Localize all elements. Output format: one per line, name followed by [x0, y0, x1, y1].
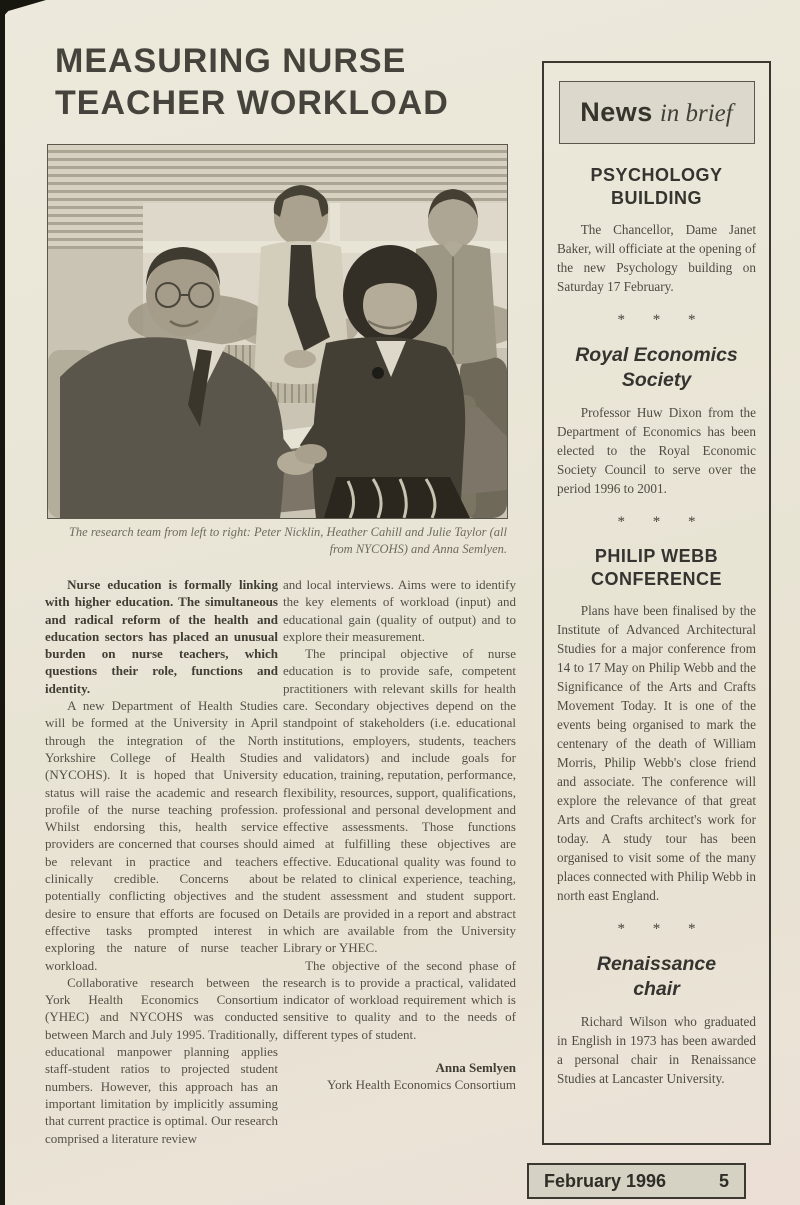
article-paragraph: The principal objective of nurse education is to provide safe, competent practitioners with relevant skills for health care. Secondary objectives depend on the standpoint of stakeholders (i.e. educational institutions, employers, students, teachers and validators) and include goals for education, training, reputation, performance, flexibility, resources, support, qualifications, professional and personal development and effective assessments. Those functions aimed at fulfilling these objectives are effective. Educational quality was found to be related to clinical experience, teaching, student assessment and student support. Details are provided in a report and abstract which are available from the University Library or YHEC. [283, 646, 516, 956]
section-separator-asterisks: * * * [617, 921, 708, 937]
page-footer [527, 1163, 746, 1199]
news-in-brief-sidebar [542, 61, 771, 1145]
scan-edge-shadow [0, 0, 5, 1205]
article-headline [55, 40, 525, 124]
research-team-photo [47, 144, 508, 519]
footer-issue-date: February 1996 [544, 1170, 667, 1191]
article-paragraph: A new Department of Health Studies will be formed at the University in April through the integration of the North Yorkshire College of Health Studies (NYCOHS). It is hoped that University status will raise the academic and research profile of the nurse teaching profession. Whilst endorsing this, health service providers are concerned that courses should be relevant in practice and teachers clinically credible. Concerns about potentially conflicting objectives and the desire to ensure that efforts are focused on effective tasks prompted interest in exploring the nature of nurse teacher workload. [45, 698, 278, 973]
news-masthead-bold: News [580, 97, 653, 127]
sidebar-section-body: The Chancellor, Dame Janet Baker, will officiate at the opening of the new Psychology building on Saturday 17 February. [557, 222, 756, 294]
sidebar-section-heading-royal-economics-society: Royal Economics Society [575, 344, 738, 391]
section-separator-asterisks: * * * [617, 514, 708, 530]
photo-caption: The research team from left to right: Peter Nicklin, Heather Cahill and Julie Taylor (all from NYCOHS) and Anna Semlyen. [68, 525, 507, 556]
scan-corner-shadow [0, 0, 46, 20]
footer-page-number: 5 [718, 1170, 729, 1191]
news-in-brief-masthead [559, 81, 755, 144]
sidebar-section-heading-psychology-building: PSYCHOLOGY BUILDING [590, 165, 723, 208]
news-masthead-italic: in brief [659, 100, 733, 127]
article-paragraph: The objective of the second phase of research is to provide a practical, validated indicator of workload requirement which is sensitive to quality and to the needs of different types of student. [283, 957, 516, 1042]
article-column-left [45, 576, 278, 1188]
article-column-middle [283, 576, 516, 1188]
byline-author: Anna Semlyen [435, 1060, 516, 1076]
sidebar-section-heading-philip-webb-conference: PHILIP WEBB CONFERENCE [590, 546, 722, 589]
sidebar-section-body: Plans have been finalised by the Institute of Advanced Architectural Studies for a major conference from 14 to 17 May on Philip Webb and the Significance of the Arts and Crafts Movement Today. It is one of the events being organised to mark the centenary of the death of William Morris, Philip Webb's close friend and associate. The conference will explore the relevance of that great Arts and Crafts architect's work for today. A study tour has been organised to visit some of the many places connected with Philip Webb in north east England. [557, 603, 756, 903]
photo-illustration [48, 145, 507, 518]
sidebar-section-heading-renaissance-chair: Renaissance chair [596, 953, 717, 1000]
section-separator-asterisks: * * * [617, 312, 708, 328]
sidebar-section-body: Richard Wilson who graduated in English in 1973 has been awarded a personal chair in Renaissance Studies at Lancaster University. [557, 1014, 756, 1086]
byline-organisation: York Health Economics Consortium [327, 1077, 516, 1093]
article-byline [283, 1059, 516, 1094]
article-paragraph: Collaborative research between the York Health Economics Consortium (YHEC) and NYCOHS was conducted between March and July 1995. Traditionally, educational manpower planning applies staff-student ratios to projected student numbers. However, this approach has an important limitation by implicitly assuming that current practice is optimal. Our research comprised a literature review [45, 974, 278, 1146]
headline-line-1: MEASURING NURSE [55, 42, 407, 80]
article-paragraph: Nurse education is formally linking with higher education. The simultaneous and radical reform of the health and education sectors has placed an unusual burden on nurse teachers, which questions their role, functions and identity. [45, 577, 278, 696]
headline-line-2: TEACHER WORKLOAD [55, 84, 449, 122]
sidebar-section-body: Professor Huw Dixon from the Department of Economics has been elected to the Royal Economic Society Council to serve over the period 1996 to 2001. [557, 405, 756, 496]
article-paragraph: and local interviews. Aims were to identify the key elements of workload (input) and educational gain (quality of output) and to explore their measurement. [283, 577, 516, 644]
